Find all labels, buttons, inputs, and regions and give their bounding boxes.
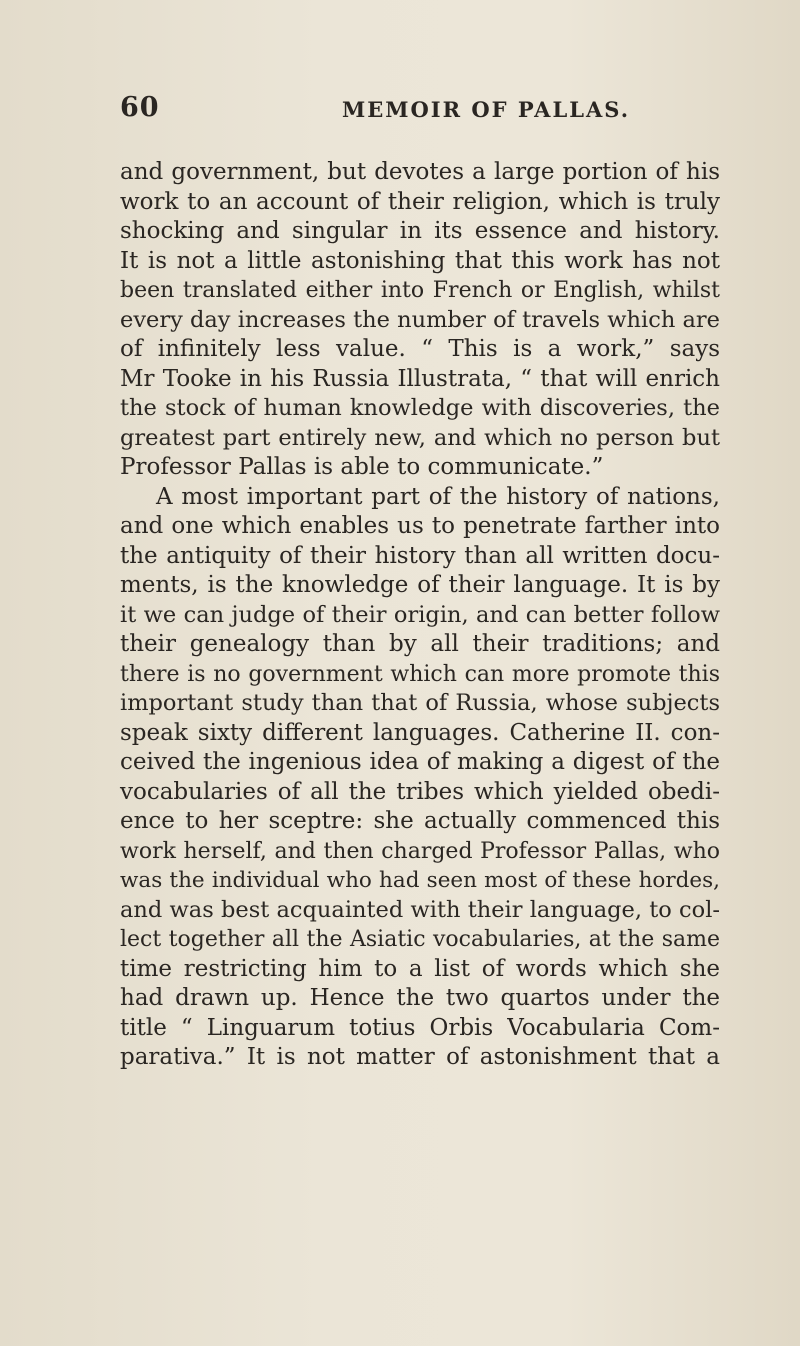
text-line: important study than that of Russia, whose subjects	[120, 690, 720, 716]
text-line: shocking and singular in its essence and history.	[120, 218, 720, 244]
text-line: had drawn up. Hence the two quartos under the	[120, 985, 720, 1011]
paragraph-start-line: A most important part of the history of nations,	[156, 483, 720, 510]
paragraph-end-line: Professor Pallas is able to communicate.”	[120, 454, 604, 480]
text-line: speak sixty different languages. Catherine II. con-	[120, 719, 720, 746]
text-line: ceived the ingenious idea of making a digest of the	[120, 749, 720, 775]
body-text	[120, 158, 720, 1073]
text-line: greatest part entirely new, and which no person but	[120, 424, 720, 451]
text-line: every day increases the number of travels which are	[120, 306, 720, 333]
text-line: there is no government which can more promote this	[120, 661, 720, 687]
text-line: work herself, and then charged Professor Pallas, who	[120, 838, 720, 864]
text-line: the stock of human knowledge with discoveries, the	[120, 395, 720, 421]
text-line: their genealogy than by all their traditions; and	[120, 631, 720, 657]
text-line: vocabularies of all the tribes which yielded obedi-	[120, 778, 720, 805]
text-line: work to an account of their religion, which is truly	[120, 188, 720, 215]
text-line: the antiquity of their history than all written docu-	[120, 542, 720, 569]
text-line: It is not a little astonishing that this work has not	[120, 247, 720, 274]
text-line: been translated either into French or English, whilst	[120, 278, 720, 303]
text-line: ments, is the knowledge of their language. It is by	[120, 572, 720, 598]
text-line: parativa.” It is not matter of astonishment that a	[120, 1044, 720, 1070]
text-line: time restricting him to a list of words which she	[120, 955, 720, 982]
text-line: of infinitely less value. “ This is a work,” says	[120, 336, 720, 362]
text-line: ence to her sceptre: she actually commenced this	[120, 808, 720, 834]
text-line: and was best acquainted with their language, to col-	[120, 896, 720, 923]
text-line: Mr Tooke in his Russia Illustrata, “ that will enrich	[120, 365, 720, 392]
text-line: it we can judge of their origin, and can better follow	[120, 601, 720, 628]
text-line: and government, but devotes a large portion of his	[120, 159, 720, 185]
page-header	[120, 92, 720, 132]
running-head: MEMOIR OF PALLAS.	[342, 97, 630, 122]
text-line: and one which enables us to penetrate farther into	[120, 513, 720, 539]
page-number: 60	[120, 92, 160, 123]
text-line: title “ Linguarum totius Orbis Vocabularia Com-	[120, 1014, 720, 1041]
text-line: was the individual who had seen most of these hordes,	[120, 868, 720, 893]
text-line: lect together all the Asiatic vocabularies, at the same	[120, 927, 720, 952]
